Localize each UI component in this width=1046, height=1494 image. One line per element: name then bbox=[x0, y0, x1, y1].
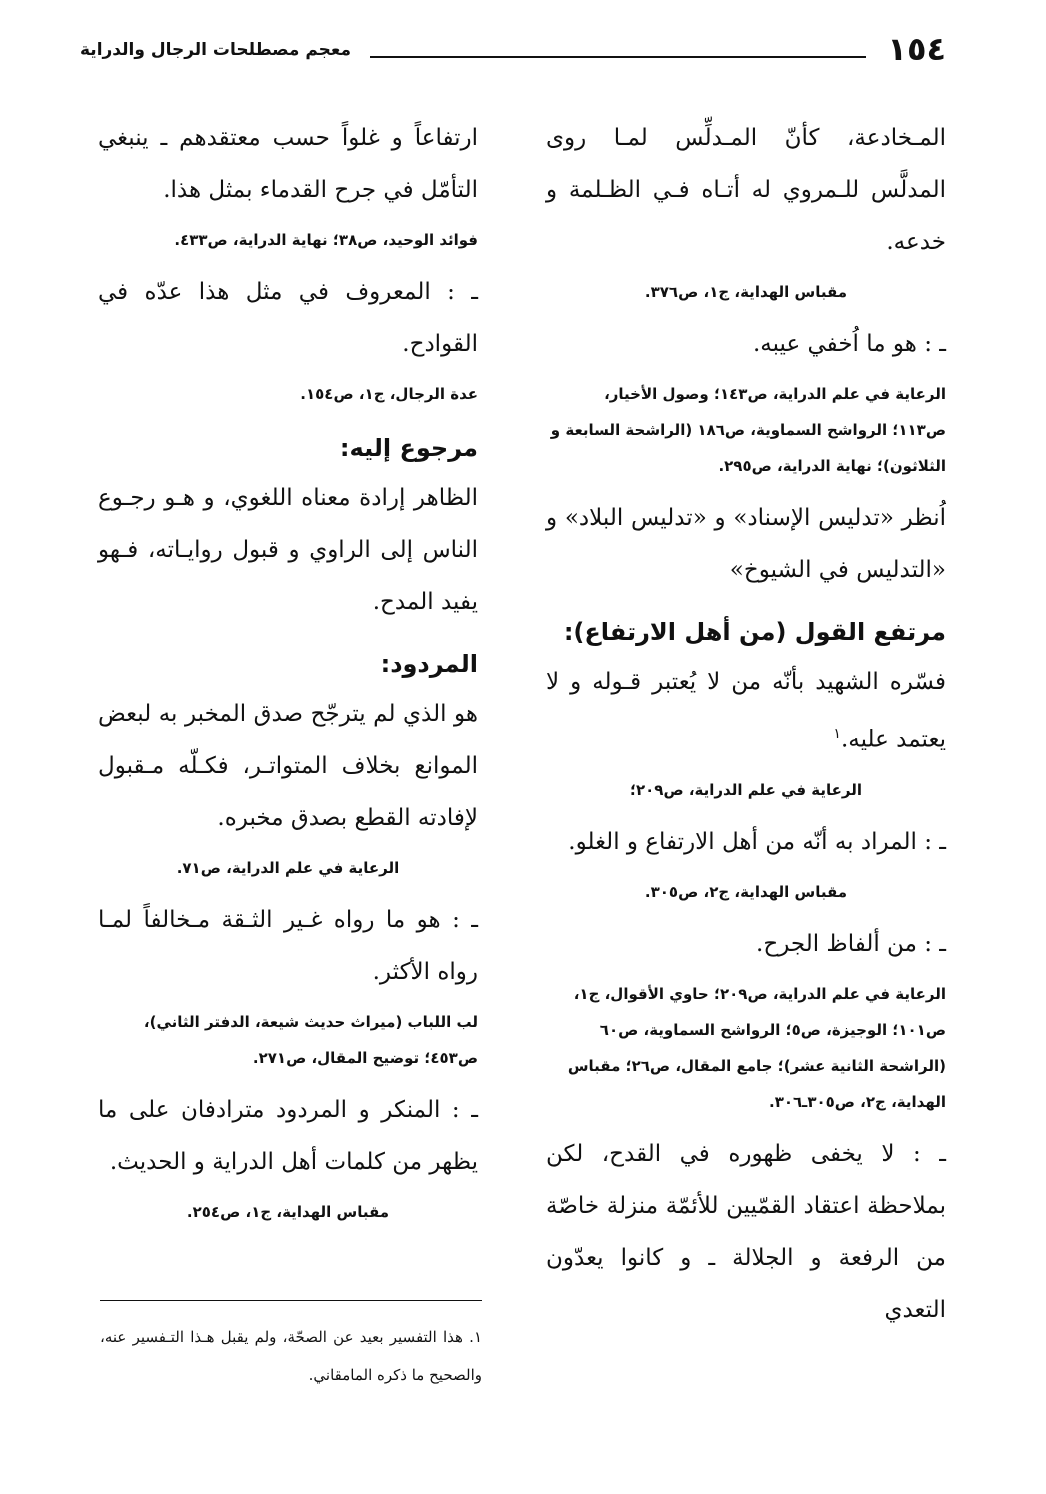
source-citation: الرعاية في علم الدراية، ص١٤٣؛ وصول الأخيار، ص١١٣؛ الرواشح السماوية، ص١٨٦ (الراشحة السابعة و الثلاثون)؛ نهاية الدراية، ص٢٩٥. bbox=[550, 385, 946, 475]
paragraph: هو الذي لم يترجّح صدق المخبر به لبعض الموانع بخلاف المتواتـر، فكـلّه مـقبول لإفادته القطع بصدق مخبره. bbox=[98, 701, 478, 831]
footnote: ١. هذا التفسير بعيد عن الصحّة، ولم يقبل هـذا التـفسير عنه، والصحيح ما ذكره المامقاني. bbox=[100, 1328, 482, 1384]
entry-heading: مرتفع القول (من أهل الارتفاع): bbox=[563, 618, 946, 646]
paragraph: ـ : هو ما اُخفي عيبه. bbox=[752, 331, 946, 357]
paragraph: اُنظر «تدليس الإسناد» و «تدليس البلاد» و «التدليس في الشيوخ» bbox=[546, 505, 946, 583]
source-citation: مقباس الهداية، ج١، ص٢٥٤. bbox=[186, 1203, 390, 1221]
paragraph: ـ : من ألفاظ الجرح. bbox=[756, 930, 946, 957]
footnote-rule bbox=[100, 1300, 482, 1301]
source-citation: الرعاية في علم الدراية، ص٢٠٩؛ bbox=[629, 780, 863, 799]
paragraph: فسّره الشهيد بأنّه من لا يُعتبر قـوله و لا يعتمد عليه.$^١$ bbox=[546, 669, 946, 753]
paragraph: الظاهر إرادة معناه اللغوي، و هـو رجـوع الناس إلى الراوي و قبول روايـاته، فـهو يفيد المدح. bbox=[98, 485, 478, 615]
right-column bbox=[546, 112, 946, 1336]
entry-heading: مرجوع إليه: bbox=[339, 434, 478, 462]
paragraph: المـخادعة، كأنّ المـدلِّس لمـا روى المدلَّس للـمروي له أتـاه فـي الظـلمة و خدعه. bbox=[546, 125, 946, 255]
footnote-marker: ١ bbox=[833, 726, 841, 742]
header-rule bbox=[370, 56, 866, 58]
paragraph: ـ : هو ما رواه غـير الثـقة مـخالفاً لمـا رواه الأكثر. bbox=[98, 907, 478, 985]
paragraph: ـ : لا يخفى ظهوره في القدح، لكن بملاحظة اعتقاد القمّيين للأئمّة منزلة خاصّة من الرفعة و الجلالة ـ و كانوا يعدّون التعدي bbox=[546, 1140, 946, 1323]
left-column bbox=[98, 112, 478, 1238]
entry-heading: المردود: bbox=[380, 650, 478, 678]
source-citation: مقباس الهداية، ج١، ص٣٧٦. bbox=[644, 283, 848, 301]
page-header bbox=[80, 30, 946, 76]
paragraph: ـ : المراد به أنّه من أهل الارتفاع و الغلو. bbox=[568, 828, 946, 855]
source-citation: الرعاية في علم الدراية، ص٧١. bbox=[176, 859, 400, 877]
source-citation: فوائد الوحيد، ص٣٨؛ نهاية الدراية، ص٤٣٣. bbox=[174, 231, 478, 249]
page-number: ١٥٤ bbox=[887, 30, 946, 68]
paragraph: ـ : المنكر و المردود مترادفان على ما يظهر من كلمات أهل الدراية و الحديث. bbox=[98, 1097, 478, 1175]
source-citation: لب اللباب (ميراث حديث شيعة، الدفتر الثاني)، ص٤٥٣؛ توضيح المقال، ص٢٧١. bbox=[143, 1013, 478, 1067]
source-citation: مقباس الهداية، ج٢، ص٣٠٥. bbox=[644, 882, 848, 901]
source-citation: عدة الرجال، ج١، ص١٥٤. bbox=[300, 385, 478, 403]
source-citation: الرعاية في علم الدراية، ص٢٠٩؛ حاوي الأقوال، ج١، ص١٠١؛ الوجيزة، ص٥؛ الرواشح السماوية، ص٦٠ (الراشحة الثانية عشر)؛ جامع المقال، ص٢٦؛ مقباس الهداية، ج٢، ص٣٠٥ـ٣٠٦. bbox=[567, 984, 946, 1111]
paragraph: ـ : المعروف في مثل هذا عدّه في القوادح. bbox=[98, 279, 478, 357]
running-title: معجم مصطلحات الرجال والدراية bbox=[80, 40, 352, 60]
paragraph: ارتفاعاً و غلواً حسب معتقدهم ـ ينبغي التأمّل في جرح القدماء بمثل هذا. bbox=[98, 125, 478, 203]
